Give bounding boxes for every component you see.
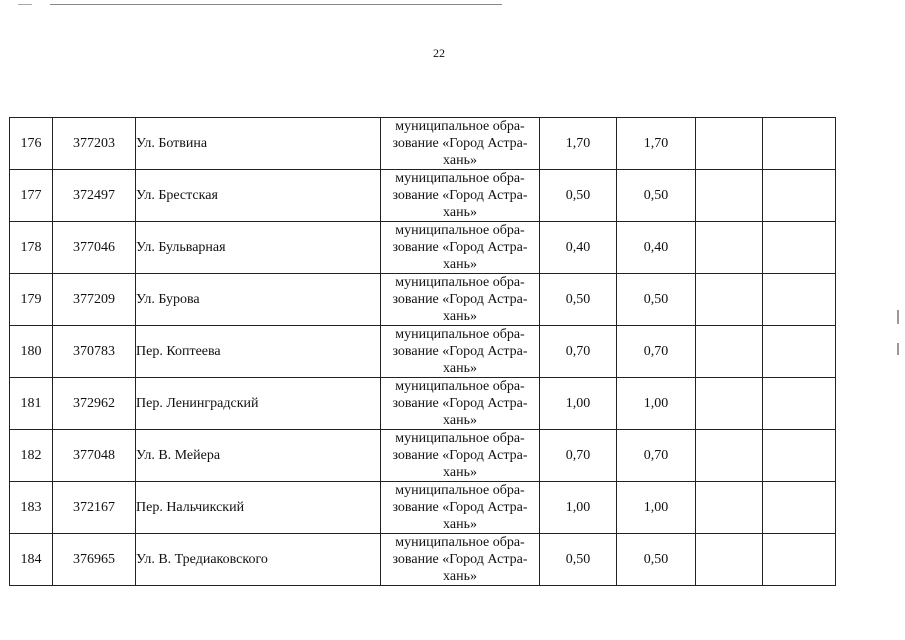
row-number-cell: 176 — [10, 118, 53, 170]
road-name-cell: Ул. Бурова — [136, 274, 381, 326]
owner-text-line: хань» — [443, 517, 477, 532]
owner-text-line: муниципальное обра- — [395, 535, 525, 550]
owner-cell — [381, 482, 540, 534]
length-total-cell: 0,70 — [540, 326, 617, 378]
owner-cell — [381, 118, 540, 170]
row-number-cell: 182 — [10, 430, 53, 482]
owner-text-line: муниципальное обра- — [395, 223, 525, 238]
owner-text-line: муниципальное обра- — [395, 171, 525, 186]
empty-cell — [696, 482, 763, 534]
owner-text-line: зование «Город Астра- — [392, 552, 528, 567]
owner-text-line: хань» — [443, 413, 477, 428]
road-name-cell: Пер. Ленинградский — [136, 378, 381, 430]
owner-cell — [381, 326, 540, 378]
empty-cell — [696, 170, 763, 222]
road-code-cell: 377203 — [53, 118, 136, 170]
owner-text-line: зование «Город Астра- — [392, 136, 528, 151]
road-name-cell: Ул. Брестская — [136, 170, 381, 222]
table-row — [10, 378, 836, 430]
table-row — [10, 534, 836, 586]
road-code-cell: 377046 — [53, 222, 136, 274]
empty-cell — [763, 326, 836, 378]
length-total-cell: 0,50 — [540, 534, 617, 586]
road-code-cell: 372962 — [53, 378, 136, 430]
scan-edge-mark — [897, 343, 899, 355]
length-local-cell: 1,00 — [617, 378, 696, 430]
road-name-cell: Ул. В. Мейера — [136, 430, 381, 482]
empty-cell — [763, 118, 836, 170]
empty-cell — [763, 222, 836, 274]
owner-cell — [381, 534, 540, 586]
table-row — [10, 326, 836, 378]
owner-text-line: зование «Город Астра- — [392, 396, 528, 411]
length-total-cell: 1,00 — [540, 378, 617, 430]
road-code-cell: 372497 — [53, 170, 136, 222]
length-total-cell: 0,50 — [540, 170, 617, 222]
page-number: 22 — [433, 46, 445, 60]
owner-text-line: хань» — [443, 309, 477, 324]
row-number-cell: 181 — [10, 378, 53, 430]
empty-cell — [763, 274, 836, 326]
row-number-cell: 184 — [10, 534, 53, 586]
owner-text-line: зование «Город Астра- — [392, 240, 528, 255]
length-total-cell: 0,70 — [540, 430, 617, 482]
empty-cell — [696, 430, 763, 482]
length-local-cell: 0,50 — [617, 534, 696, 586]
road-name-cell: Пер. Нальчикский — [136, 482, 381, 534]
owner-cell — [381, 274, 540, 326]
empty-cell — [763, 534, 836, 586]
empty-cell — [763, 378, 836, 430]
owner-cell — [381, 170, 540, 222]
owner-text-line: хань» — [443, 257, 477, 272]
row-number-cell: 177 — [10, 170, 53, 222]
owner-text-line: муниципальное обра- — [395, 379, 525, 394]
owner-text-line: муниципальное обра- — [395, 431, 525, 446]
length-local-cell: 0,40 — [617, 222, 696, 274]
length-local-cell: 0,70 — [617, 326, 696, 378]
owner-text-line: хань» — [443, 361, 477, 376]
owner-text-line: зование «Город Астра- — [392, 292, 528, 307]
row-number-cell: 179 — [10, 274, 53, 326]
road-name-cell: Пер. Коптеева — [136, 326, 381, 378]
empty-cell — [763, 170, 836, 222]
road-code-cell: 370783 — [53, 326, 136, 378]
empty-cell — [696, 534, 763, 586]
length-local-cell: 1,00 — [617, 482, 696, 534]
empty-cell — [763, 482, 836, 534]
roads-table-body — [10, 118, 836, 586]
road-name-cell: Ул. Бульварная — [136, 222, 381, 274]
road-name-cell: Ул. В. Тредиаковского — [136, 534, 381, 586]
length-total-cell: 1,00 — [540, 482, 617, 534]
road-code-cell: 376965 — [53, 534, 136, 586]
owner-cell — [381, 222, 540, 274]
header-rule — [50, 4, 502, 5]
length-local-cell: 0,50 — [617, 274, 696, 326]
owner-cell — [381, 430, 540, 482]
length-total-cell: 1,70 — [540, 118, 617, 170]
roads-table — [9, 117, 836, 586]
empty-cell — [763, 430, 836, 482]
table-row — [10, 118, 836, 170]
owner-text-line: муниципальное обра- — [395, 327, 525, 342]
road-code-cell: 372167 — [53, 482, 136, 534]
table-row — [10, 170, 836, 222]
table-row — [10, 274, 836, 326]
owner-text-line: зование «Город Астра- — [392, 448, 528, 463]
owner-text-line: зование «Город Астра- — [392, 344, 528, 359]
empty-cell — [696, 326, 763, 378]
length-local-cell: 0,70 — [617, 430, 696, 482]
owner-text-line: хань» — [443, 465, 477, 480]
road-code-cell: 377209 — [53, 274, 136, 326]
scan-edge-mark — [897, 310, 899, 324]
length-total-cell: 0,50 — [540, 274, 617, 326]
table-row — [10, 482, 836, 534]
owner-cell — [381, 378, 540, 430]
row-number-cell: 180 — [10, 326, 53, 378]
owner-text-line: муниципальное обра- — [395, 119, 525, 134]
row-number-cell: 183 — [10, 482, 53, 534]
length-total-cell: 0,40 — [540, 222, 617, 274]
empty-cell — [696, 222, 763, 274]
owner-text-line: хань» — [443, 569, 477, 584]
owner-text-line: хань» — [443, 205, 477, 220]
scan-artifact-line — [18, 4, 32, 5]
table-row — [10, 430, 836, 482]
owner-text-line: зование «Город Астра- — [392, 500, 528, 515]
owner-text-line: хань» — [443, 153, 477, 168]
table-row — [10, 222, 836, 274]
road-code-cell: 377048 — [53, 430, 136, 482]
row-number-cell: 178 — [10, 222, 53, 274]
road-name-cell: Ул. Ботвина — [136, 118, 381, 170]
owner-text-line: муниципальное обра- — [395, 483, 525, 498]
length-local-cell: 1,70 — [617, 118, 696, 170]
owner-text-line: муниципальное обра- — [395, 275, 525, 290]
empty-cell — [696, 378, 763, 430]
empty-cell — [696, 274, 763, 326]
owner-text-line: зование «Город Астра- — [392, 188, 528, 203]
length-local-cell: 0,50 — [617, 170, 696, 222]
empty-cell — [696, 118, 763, 170]
